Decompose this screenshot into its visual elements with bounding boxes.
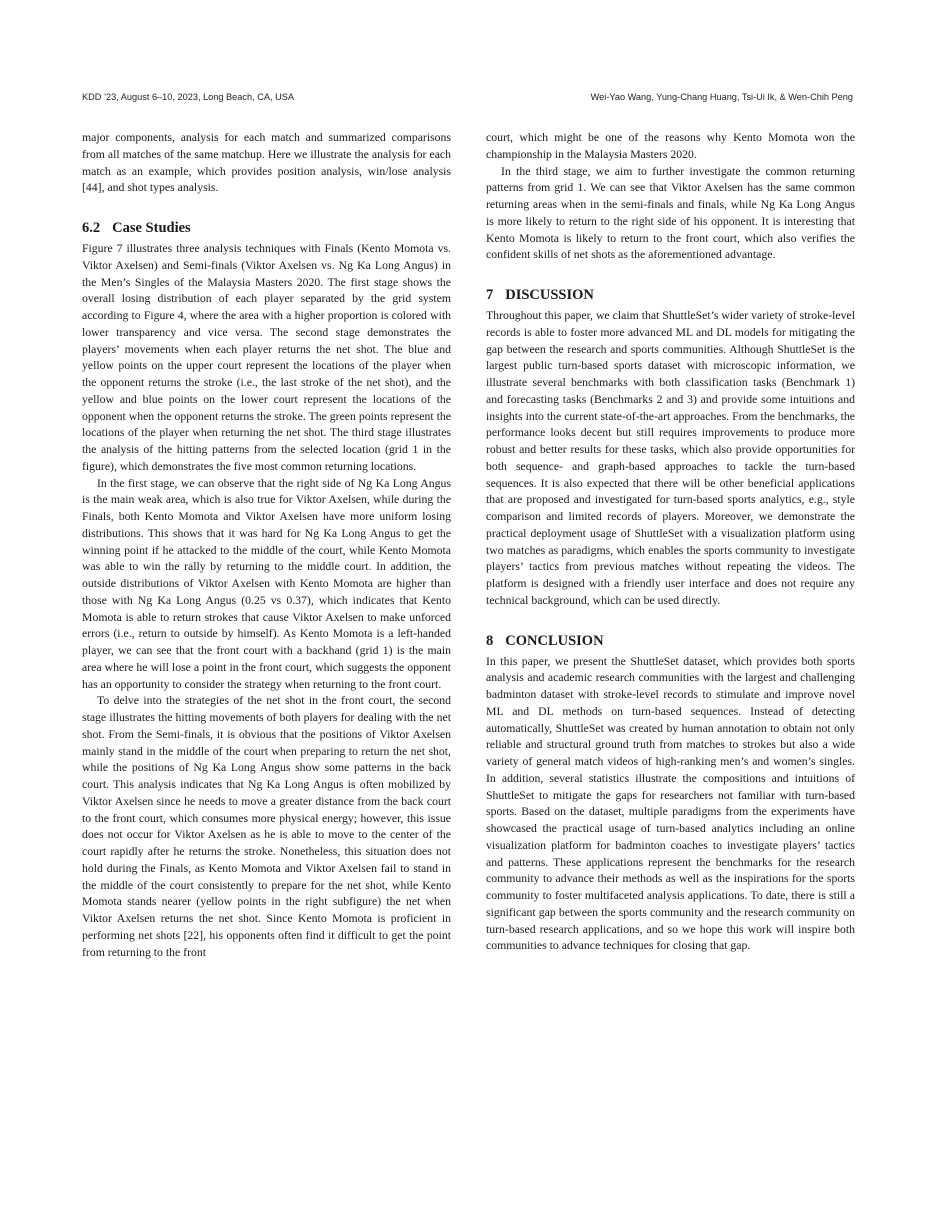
header-authors: Wei-Yao Wang, Yung-Chang Huang, Tsi-Ui Ik, & Wen-Chih Peng (590, 92, 853, 102)
section-heading-7 (486, 286, 855, 304)
paragraph: In the third stage, we aim to further investigate the common returning patterns from grid 1. We can see that Viktor Axelsen has the same common returning areas when in the semi-finals and finals, while Ng Ka Long Angus is more likely to return to the right side of his opponent. It is interesting that Kento Momota is likely to return to the front court, which also verifies the confident skills of net shots as the aforementioned advantage. (486, 164, 855, 262)
section-title: DISCUSSION (505, 287, 594, 303)
paragraph: Figure 7 illustrates three analysis techniques with Finals (Kento Momota vs. Viktor Axelsen) and Semi-finals (Viktor Axelsen vs. Ng Ka Long Angus) in the Men’s Singles of the Malaysia Masters 2020. The first stage shows the overall losing distribution of each player separated by the grid system according to Figure 4, where the area with a higher proportion is colored with lower transparency and vice versa. The second stage demonstrates the players’ movements when each player returns the net shot. The blue and yellow points on the upper court represent the locations of the player when the opponent returns the stroke (i.e., the last stroke of the net shot), and the yellow and blue points on the lower court represent the locations of the opponent when the opponent returns the stroke. The green points represent the locations of the player when returning the net shot. The third stage illustrates the analysis of the hitting patterns from the selected location (grid 1 in the figure), which demonstrates the five most common returning locations. (82, 242, 451, 473)
running-header (82, 92, 853, 106)
section-number: 6.2 (82, 220, 101, 236)
section-number: 8 (486, 632, 494, 649)
right-column (486, 130, 855, 955)
paragraph-continuation: court, which might be one of the reasons why Kento Momota won the championship in the Malaysia Masters 2020. (486, 131, 855, 161)
left-column (82, 130, 451, 961)
paragraph: In this paper, we present the ShuttleSet dataset, which provides both sports analysis and academic research communities with the largest and challenging badminton dataset with stroke-level records to stimulate and improve novel ML and DL methods on turn-based sequences. Instead of detecting automatically, ShuttleSet was created by human annotation to obtain not only reliable and structural ground truth from matches to strokes but also a wide variety of general match videos of high-ranking men’s and women’s singles. In addition, several statistics illustrate the compositions and intuitions of ShuttleSet to mitigate the gaps for researchers not familiar with turn-based sports. Based on the dataset, multiple paradigms from the experiments have showcased the practical usage of turn-based analytics including an online visualization platform for badminton coaches to investigate players’ tactics and patterns. These applications represent the benchmarks for the research community to advance their methods as well as the inspirations for the sports community to foster multifaceted analysis applications. To date, there is still a significant gap between the sports community and the research community on turn-based research applications, and so we hope this work will inspire both communities to advance techniques for closing that gap. (486, 654, 855, 953)
paragraph: To delve into the strategies of the net shot in the front court, the second stage illustrates the hitting movements of both players for dealing with the net shot. From the Semi-finals, it is obvious that the positions of Viktor Axelsen mainly stand in the middle of the court when preparing to return the net shot, while the positions of Ng Ka Long Angus show some patterns in the back court. This analysis indicates that Ng Ka Long Angus is often mobilized by Viktor Axelsen since he needs to move a greater distance from the back court to the front court, which consumes more physical energy; however, this issue does not occur for Viktor Axelsen as he is able to move to the center of the court rapidly after he returns the stroke. Nonetheless, this situation does not hold during the Finals, as Kento Momota and Viktor Axelsen fail to stand in the middle of the court consistently to prepare for the net shot, while Kento Momota stands nearer (yellow points in the right subfigure) the net when Viktor Axelsen returns the net shot. Since Kento Momota is proficient in performing net shots [22], his opponents often find it difficult to get the point from returning to the front (82, 694, 451, 959)
section-title: CONCLUSION (505, 632, 604, 649)
paragraph-continuation: major components, analysis for each match and summarized comparisons from all matches of the same matchup. Here we illustrate the analysis for each match as an example, which provides position analysis, win/lose analysis [44], and shot types analysis. (82, 131, 451, 195)
section-number: 7 (486, 287, 494, 303)
paragraph: Throughout this paper, we claim that ShuttleSet’s wider variety of stroke-level records is able to foster more advanced ML and DL models for mitigating the gap between the research and sports communities. Although ShuttleSet is the largest public turn-based sports dataset with microscopic information, we illustrate several benchmarks with both classification tasks (Benchmark 1) and forecasting tasks (Benchmarks 2 and 3) and provide some intuitions and insights into the current state-of-the-art approaches. From the benchmarks, the performance looks decent but still requires improvements to produce more robust and better results for these tasks, which also provide opportunities for both sequence- and graph-based approaches to tackle the turn-based sequences. It is also expected that there will be other beneficial applications that are proposed and investigated for turn-based sports analytics, e.g., style comparison and limited records of players. Moreover, we demonstrate the practical deployment usage of ShuttleSet with a visualization platform using two matches as paradigms, which enables the sports community to investigate players’ tactics from previous matches without repeating the videos. The platform is designed with a friendly user interface and does not require any technical background, which can be used directly. (486, 309, 855, 607)
header-venue: KDD ’23, August 6–10, 2023, Long Beach, CA, USA (82, 92, 294, 102)
section-heading-8 (486, 632, 855, 650)
paragraph: In the first stage, we can observe that the right side of Ng Ka Long Angus is the main weak area, which is also true for Viktor Axelsen, while during the Finals, both Kento Momota and Viktor Axelsen have more uniform losing distributions. This shows that it was hard for Ng Ka Long Angus to get the winning point if he attacked to the middle of the court, while Kento Momota was able to win the rally by returning to the middle court. In addition, the outside distributions of Viktor Axelsen with Kento Momota are higher than those with Ng Ka Long Angus (0.25 vs 0.37), which indicates that Kento Momota is able to return strokes that cause Viktor Axelsen to make unforced errors (i.e., return to outside by himself). As Kento Momota is a left-handed player, we can see that the front court with a backhand (grid 1) is the main area where he will lose a point in the front court, which suggests the opponent has an opportunity to consider the strategy when returning to the front court. (82, 476, 451, 691)
section-title: Case Studies (112, 220, 191, 236)
section-heading-6-2 (82, 219, 451, 237)
